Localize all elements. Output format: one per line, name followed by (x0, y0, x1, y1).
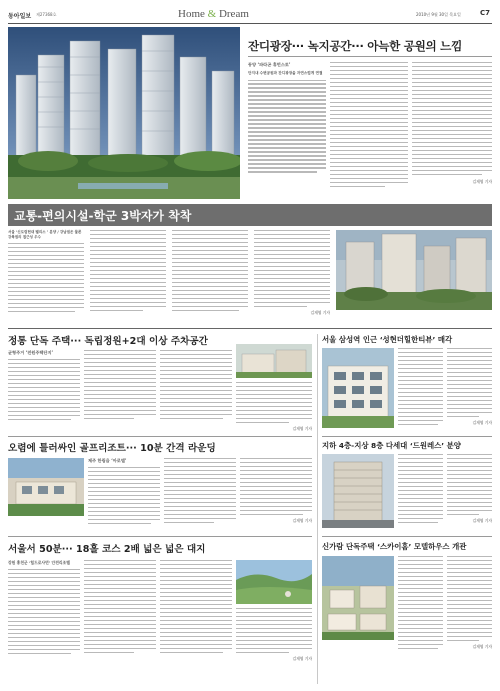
jisik-photo (322, 454, 394, 528)
townhouse-kicker: 균형주거 ‘전원주택단지’ (8, 350, 54, 355)
shinan-photo (322, 556, 394, 640)
section-dream: Dream (218, 8, 249, 20)
body-text-lines (412, 62, 492, 175)
section-amp: & (207, 8, 217, 20)
section-home: Home (178, 8, 205, 20)
golf-photo (8, 458, 84, 516)
body-text-lines (447, 454, 492, 515)
hero-body-col3 (412, 62, 492, 185)
transport-body-col2 (90, 230, 166, 311)
hero-body-col1 (248, 62, 326, 173)
golf-body-col2 (164, 458, 236, 523)
seongbuk-body-col1 (398, 348, 443, 425)
left-divider-1 (8, 436, 312, 437)
hero-headline-rule (248, 56, 492, 57)
golf-kicker: 제주 한림읍 ‘아로델’ (88, 458, 127, 463)
seongbuk-body-col2 (447, 348, 492, 426)
townhouse-body-col3 (160, 350, 232, 419)
hero-kicker: 동양 ‘파라곤 휴먼스토’ (248, 62, 291, 67)
townhouse-byline: 김재영 기자 (292, 426, 312, 432)
golf-body-col1 (88, 458, 160, 524)
golf-byline: 김재영 기자 (292, 518, 312, 524)
transport-photo (336, 230, 492, 310)
jisik-body-col1 (398, 454, 443, 523)
shinan-byline: 김재영 기자 (472, 644, 492, 650)
transport-headline: 교통-편의시설-학군 3박자가 착착 (14, 209, 192, 223)
body-text-lines (447, 348, 492, 417)
golf2-body-col2 (84, 560, 156, 653)
section-title (178, 8, 249, 20)
body-text-lines (398, 556, 443, 649)
hero-byline: 김재영 기자 (472, 178, 492, 184)
golf2-kicker: 강원 홍천군 ‘힐드로사먼’ 안전리조텔 (8, 560, 70, 565)
townhouse-body-col1 (8, 350, 80, 420)
seongbuk-headline: 서울 삼성역 인근 ‘성현더힐한티뷰’ 매각 (322, 335, 453, 344)
shinan-headline: 신가람 단독주택 ‘스카이홈’ 모델하우스 개관 (322, 542, 467, 551)
column-divider (317, 334, 318, 684)
golf2-byline: 김재영 기자 (292, 656, 312, 662)
body-text-lines (398, 454, 443, 523)
golf2-body-col4 (236, 608, 312, 662)
masthead (8, 8, 492, 22)
transport-byline: 김재영 기자 (310, 310, 330, 316)
townhouse-photo (236, 344, 312, 378)
body-text-lines (8, 569, 80, 654)
body-text-lines (160, 350, 232, 419)
body-text-lines (398, 348, 443, 425)
townhouse-headline: 정통 단독 주택··· 독립정원+2대 이상 주차공간 (8, 336, 208, 347)
shinan-body-col1 (398, 556, 443, 649)
transport-body-col1 (8, 230, 84, 312)
seongbuk-byline: 김재영 기자 (472, 420, 492, 426)
body-text-lines (236, 382, 312, 423)
golf2-body-col3 (160, 560, 232, 653)
paper-name: 동아일보 (8, 13, 32, 20)
body-text-lines (254, 230, 330, 307)
hero-photo-apartments (8, 27, 240, 199)
body-text-lines (8, 243, 84, 312)
body-text-lines (236, 608, 312, 653)
left-divider-2 (8, 536, 312, 537)
transport-subhead: 서울 ‘신도림현대 팰리스 ’ 분양 / 강남권은 물론 강북권의 접근성 우수 (8, 230, 82, 239)
townhouse-body-col4 (236, 382, 312, 432)
body-text-lines (84, 350, 156, 419)
hero-subhead: 단지내 수변공원과 잔디광장을 자연스럽게 연결 (248, 71, 323, 75)
body-text-lines (248, 80, 326, 173)
transport-body-col3 (172, 230, 248, 311)
body-text-lines (160, 560, 232, 653)
body-text-lines (88, 467, 160, 524)
shinan-body-col2 (447, 556, 492, 650)
hero-headline-box (248, 38, 492, 54)
right-divider-2 (322, 536, 492, 537)
body-text-lines (84, 560, 156, 653)
body-text-lines (447, 556, 492, 641)
page-number: C7 (480, 9, 491, 17)
body-text-lines (164, 458, 236, 523)
body-text-lines (330, 62, 408, 187)
golf2-photo (236, 560, 312, 604)
golf2-body-col1 (8, 560, 80, 654)
jisik-body-col2 (447, 454, 492, 524)
issue-date: 2010년 9월 30일 목요일 (416, 12, 461, 17)
jisik-headline: 지하 4층-지상 8층 다세대 ‘드원레스’ 분양 (322, 441, 461, 450)
hero-body-col2 (330, 62, 408, 187)
transport-body-col4 (254, 230, 330, 316)
section-rule (8, 328, 492, 329)
body-text-lines (90, 230, 166, 311)
body-text-lines (172, 230, 248, 311)
body-text-lines (8, 359, 80, 420)
golf-body-col3 (240, 458, 312, 524)
issue-number: 제27368호 (36, 12, 57, 17)
jisik-byline: 김재영 기자 (472, 518, 492, 524)
right-divider-1 (322, 436, 492, 437)
golf-headline: 오렴에 틀러싸인 골프리조트··· 10분 간격 라운딩 (8, 443, 216, 454)
hero-headline: 잔디광장··· 녹지공간··· 아늑한 공원의 느낌 (248, 39, 462, 53)
body-text-lines (240, 458, 312, 515)
townhouse-body-col2 (84, 350, 156, 419)
masthead-rule (8, 23, 492, 24)
golf2-headline: 서울서 50분··· 18홀 코스 2배 넓은 넓은 대지 (8, 544, 206, 555)
seongbuk-photo (322, 348, 394, 428)
